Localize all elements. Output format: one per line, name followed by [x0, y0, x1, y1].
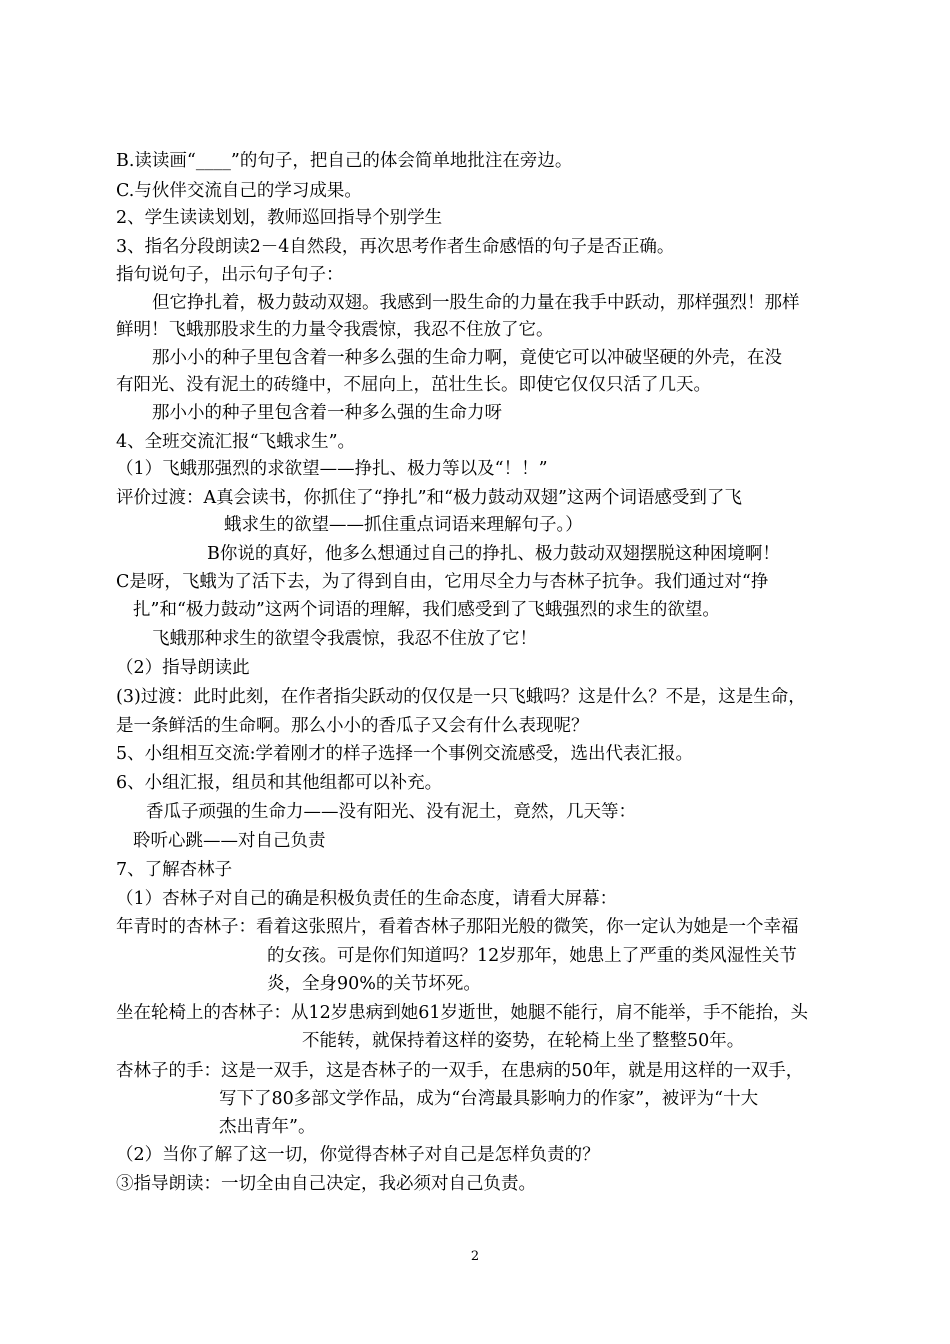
text-line: 5、小组相互交流:学着刚才的样子选择一个事例交流感受，选出代表汇报。: [116, 744, 694, 764]
text-line: （2）指导朗读此: [116, 658, 250, 678]
text-line: 飞蛾那种求生的欲望令我震惊，我忍不住放了它！: [152, 629, 537, 649]
text-line: C.与伙伴交流自己的学习成果。: [116, 181, 362, 201]
text-line: C是呀，飞蛾为了活下去，为了得到自由，它用尽全力与杏林子抗争。我们通过对“挣: [116, 572, 769, 592]
text-line: 4、全班交流汇报“飞蛾求生”。: [116, 432, 356, 452]
text-line: B你说的真好，他多么想通过自己的挣扎、极力鼓动双翅摆脱这种困境啊！: [207, 544, 780, 564]
text-line: 蛾求生的欲望——抓住重点词语来理解句子。）: [224, 515, 583, 535]
text-line: 的女孩。可是你们知道吗？12岁那年，她患上了严重的类风湿性关节: [267, 946, 797, 966]
text-line: 2、学生读读划划，教师巡回指导个别学生: [116, 208, 443, 228]
text-line: （1）杏林子对自己的确是积极负责任的生命态度，请看大屏幕：: [116, 889, 618, 909]
text-line: 那小小的种子里包含着一种多么强的生命力呀: [152, 403, 502, 423]
text-line: 7、了解杏林子: [116, 860, 233, 880]
text-line: 是一条鲜活的生命啊。那么小小的香瓜子又会有什么表现呢？: [116, 716, 589, 736]
text-line: 评价过渡：A真会读书，你抓住了“挣扎”和“极力鼓动双翅”这两个词语感受到了飞: [116, 488, 742, 508]
text-line: ③指导朗读：一切全由自己决定，我必须对自己负责。: [116, 1174, 536, 1194]
page-number: 2: [470, 1249, 480, 1264]
text-line: 鲜明！飞蛾那股求生的力量令我震惊，我忍不住放了它。: [116, 320, 554, 340]
text-line: 6、小组汇报，组员和其他组都可以补充。: [116, 773, 443, 793]
text-line: 3、指名分段朗读2－4自然段，再次思考作者生命感悟的句子是否正确。: [116, 237, 675, 257]
text-line: 香瓜子顽强的生命力——没有阳光、没有泥土，竟然，几天等：: [146, 802, 636, 822]
text-line: 年青时的杏林子：看着这张照片，看着杏林子那阳光般的微笑，你一定认为她是一个幸福: [116, 917, 799, 937]
text-line: 炎，全身90%的关节坏死。: [267, 974, 481, 994]
text-line: 扎”和“极力鼓动”这两个词语的理解，我们感受到了飞蛾强烈的求生的欲望。: [133, 600, 720, 620]
text-line: 写下了80多部文学作品，成为“台湾最具影响力的作家”，被评为“十大: [219, 1089, 759, 1109]
text-line: 有阳光、没有泥土的砖缝中，不屈向上，茁壮生长。即使它仅仅只活了几天。: [116, 375, 711, 395]
text-line: （2）当你了解了这一切，你觉得杏林子对自己是怎样负责的？: [116, 1145, 600, 1165]
text-line: B.读读画“____”的句子，把自己的体会简单地批注在旁边。: [116, 151, 573, 171]
text-line: 但它挣扎着，极力鼓动双翅。我感到一股生命的力量在我手中跃动，那样强烈！那样: [152, 293, 800, 313]
text-line: 不能转，就保持着这样的姿势，在轮椅上坐了整整50年。: [302, 1031, 745, 1051]
text-line: （1）飞蛾那强烈的求欲望——挣扎、极力等以及“！！”: [116, 459, 548, 479]
text-line: 杏林子的手：这是一双手，这是杏林子的一双手，在患病的50年，就是用这样的一双手，: [116, 1061, 804, 1081]
text-line: 指句说句子，出示句子句子：: [116, 265, 344, 285]
text-line: 坐在轮椅上的杏林子：从12岁患病到她61岁逝世，她腿不能行，肩不能举，手不能抬，头: [116, 1003, 809, 1023]
text-line: 杰出青年”。: [219, 1117, 316, 1137]
text-line: (3)过渡：此时此刻，在作者指尖跃动的仅仅是一只飞蛾吗？这是什么？不是，这是生命，: [116, 687, 806, 707]
text-line: 那小小的种子里包含着一种多么强的生命力啊，竟使它可以冲破坚硬的外壳，在没: [152, 348, 782, 368]
text-line: 聆听心跳——对自己负责: [133, 831, 326, 851]
